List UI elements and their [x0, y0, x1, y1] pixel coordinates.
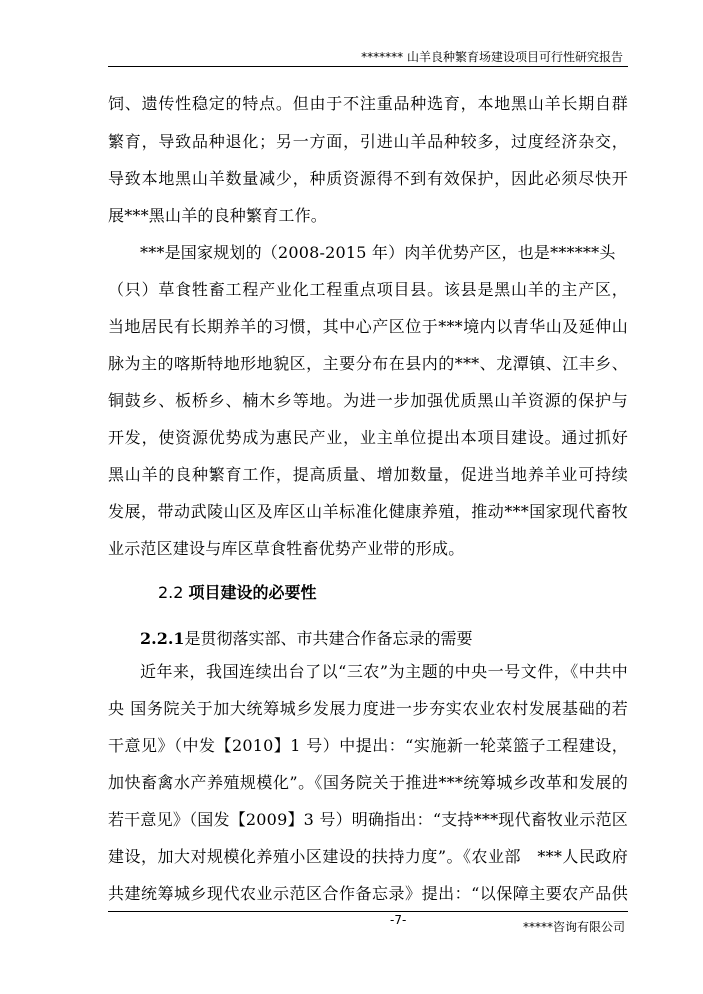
- body-line: 干意见》（中发【2010】1 号）中提出：“实施新一轮菜篮子工程建设，: [108, 736, 628, 755]
- body-line: 发展，带动武陵山区及库区山羊标准化健康养殖，推动***国家现代畜牧: [108, 502, 628, 521]
- body-line: 脉为主的喀斯特地形地貌区，主要分布在县内的***、龙潭镇、江丰乡、: [108, 354, 628, 373]
- header-rule: [108, 66, 628, 67]
- running-header-title: ******* 山羊良种繁育场建设项目可行性研究报告: [361, 50, 623, 64]
- body-line: 建设，加大对规模化养殖小区建设的扶持力度”。《农业部 ***人民政府: [108, 847, 628, 866]
- body-line: 铜鼓乡、板桥乡、楠木乡等地。为进一步加强优质黑山羊资源的保护与: [108, 391, 628, 410]
- body-line: 当地居民有长期养羊的习惯，其中心产区位于***境内以青华山及延伸山: [108, 317, 628, 336]
- section-heading: [158, 580, 317, 603]
- footer-rule: [108, 911, 628, 912]
- footer-company: *****咨询有限公司: [522, 920, 625, 934]
- body-line: 若干意见》（国发【2009】3 号）明确指出：“支持***现代畜牧业示范区: [108, 810, 628, 829]
- body-line: 近年来，我国连续出台了以“三农”为主题的中央一号文件，《中共中: [140, 662, 628, 681]
- body-line: 饲、遗传性稳定的特点。但由于不注重品种选育，本地黑山羊长期自群: [108, 94, 628, 113]
- body-line: 共建统筹城乡现代农业示范区合作备忘录》提出：“以保障主要农产品供: [108, 884, 628, 903]
- section-title: 项目建设的必要性: [188, 583, 317, 602]
- subsection-heading: [140, 626, 473, 649]
- body-line: 加快畜禽水产养殖规模化”。《国务院关于推进***统筹城乡改革和发展的: [108, 773, 628, 792]
- body-line: 开发，使资源优势成为惠民产业，业主单位提出本项目建设。通过抓好: [108, 428, 628, 447]
- body-line: （只）草食牲畜工程产业化工程重点项目县。该县是黑山羊的主产区，: [108, 280, 628, 299]
- page-number: -7-: [390, 913, 407, 927]
- subsection-title: 是贯彻落实部、市共建合作备忘录的需要: [184, 629, 473, 648]
- section-number: 2.2: [158, 583, 184, 602]
- body-line: 繁育，导致品种退化；另一方面，引进山羊品种较多，过度经济杂交，: [108, 132, 628, 151]
- body-line: 黑山羊的良种繁育工作，提高质量、增加数量，促进当地养羊业可持续: [108, 465, 628, 484]
- body-line: 导致本地黑山羊数量减少，种质资源得不到有效保护，因此必须尽快开: [108, 169, 628, 188]
- body-line: 央 国务院关于加大统筹城乡发展力度进一步夯实农业农村发展基础的若: [108, 699, 628, 718]
- body-line: 展***黑山羊的良种繁育工作。: [108, 206, 328, 225]
- body-line: 业示范区建设与库区草食牲畜优势产业带的形成。: [108, 539, 465, 558]
- body-line: ***是国家规划的（2008-2015 年）肉羊优势产区，也是******头: [140, 243, 616, 262]
- subsection-number: 2.2.1: [140, 629, 185, 648]
